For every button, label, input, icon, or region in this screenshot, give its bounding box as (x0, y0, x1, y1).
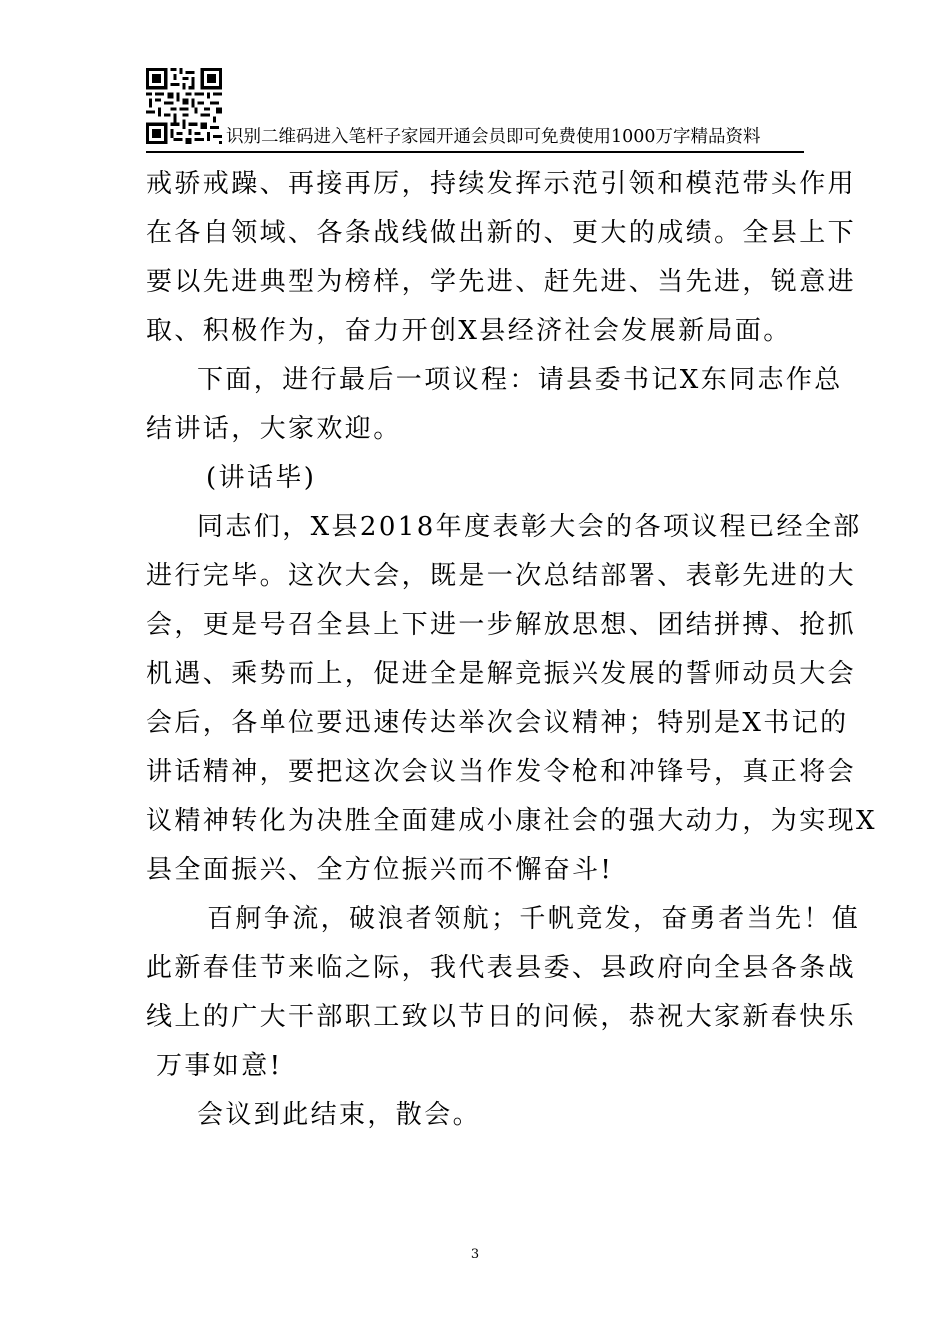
document-body (146, 160, 877, 1140)
body-line: 在各自领域、各条战线做出新的、更大的成绩。全县上下 (146, 218, 857, 248)
body-line: 会后，各单位要迅速传达举次会议精神；特别是X书记的 (146, 708, 849, 738)
header-divider (146, 151, 804, 153)
qr-code-icon[interactable] (146, 68, 222, 144)
body-line: 戒骄戒躁、再接再厉，持续发挥示范引领和模范带头作用 (146, 169, 857, 199)
body-line: 机遇、乘势而上，促进全是解竞振兴发展的誓师动员大会 (146, 659, 857, 689)
body-line: 会，更是号召全县上下进一步解放思想、团结拼搏、抢抓 (146, 610, 857, 640)
body-line: 进行完毕。这次大会，既是一次总结部署、表彰先进的大 (146, 561, 857, 591)
body-line: 要以先进典型为榜样，学先进、赶先进、当先进，锐意进 (146, 267, 857, 297)
body-line: 百舸争流，破浪者领航；千帆竞发，奋勇者当先！值 (207, 904, 861, 934)
body-line: 县全面振兴、全方位振兴而不懈奋斗! (146, 855, 614, 885)
header-banner-text: 识别二维码进入笔杆子家园开通会员即可免费使用1000万字精品资料 (226, 127, 761, 147)
body-line: 此新春佳节来临之际，我代表县委、县政府向全县各条战 (146, 953, 857, 983)
body-line: 讲话精神，要把这次会议当作发令枪和冲锋号，真正将会 (146, 757, 857, 787)
page-number: 3 (470, 1247, 480, 1262)
body-line: 会议到此结束，散会。 (197, 1100, 482, 1130)
body-line: 议精神转化为决胜全面建成小康社会的强大动力，为实现X (146, 806, 877, 836)
body-line: 取、积极作为，奋力开创X县经济社会发展新局面。 (146, 316, 792, 346)
page-header (146, 68, 804, 152)
body-line: (讲话毕) (206, 463, 317, 493)
body-line: 线上的广大干部职工致以节日的问候，恭祝大家新春快乐 (146, 1002, 857, 1032)
body-line: 同志们，X县2018年度表彰大会的各项议程已经全部 (197, 512, 862, 542)
body-line: 结讲话，大家欢迎。 (146, 414, 402, 444)
body-line: 下面，进行最后一项议程：请县委书记X东同志作总 (197, 365, 843, 395)
body-line: 万事如意! (156, 1051, 283, 1081)
